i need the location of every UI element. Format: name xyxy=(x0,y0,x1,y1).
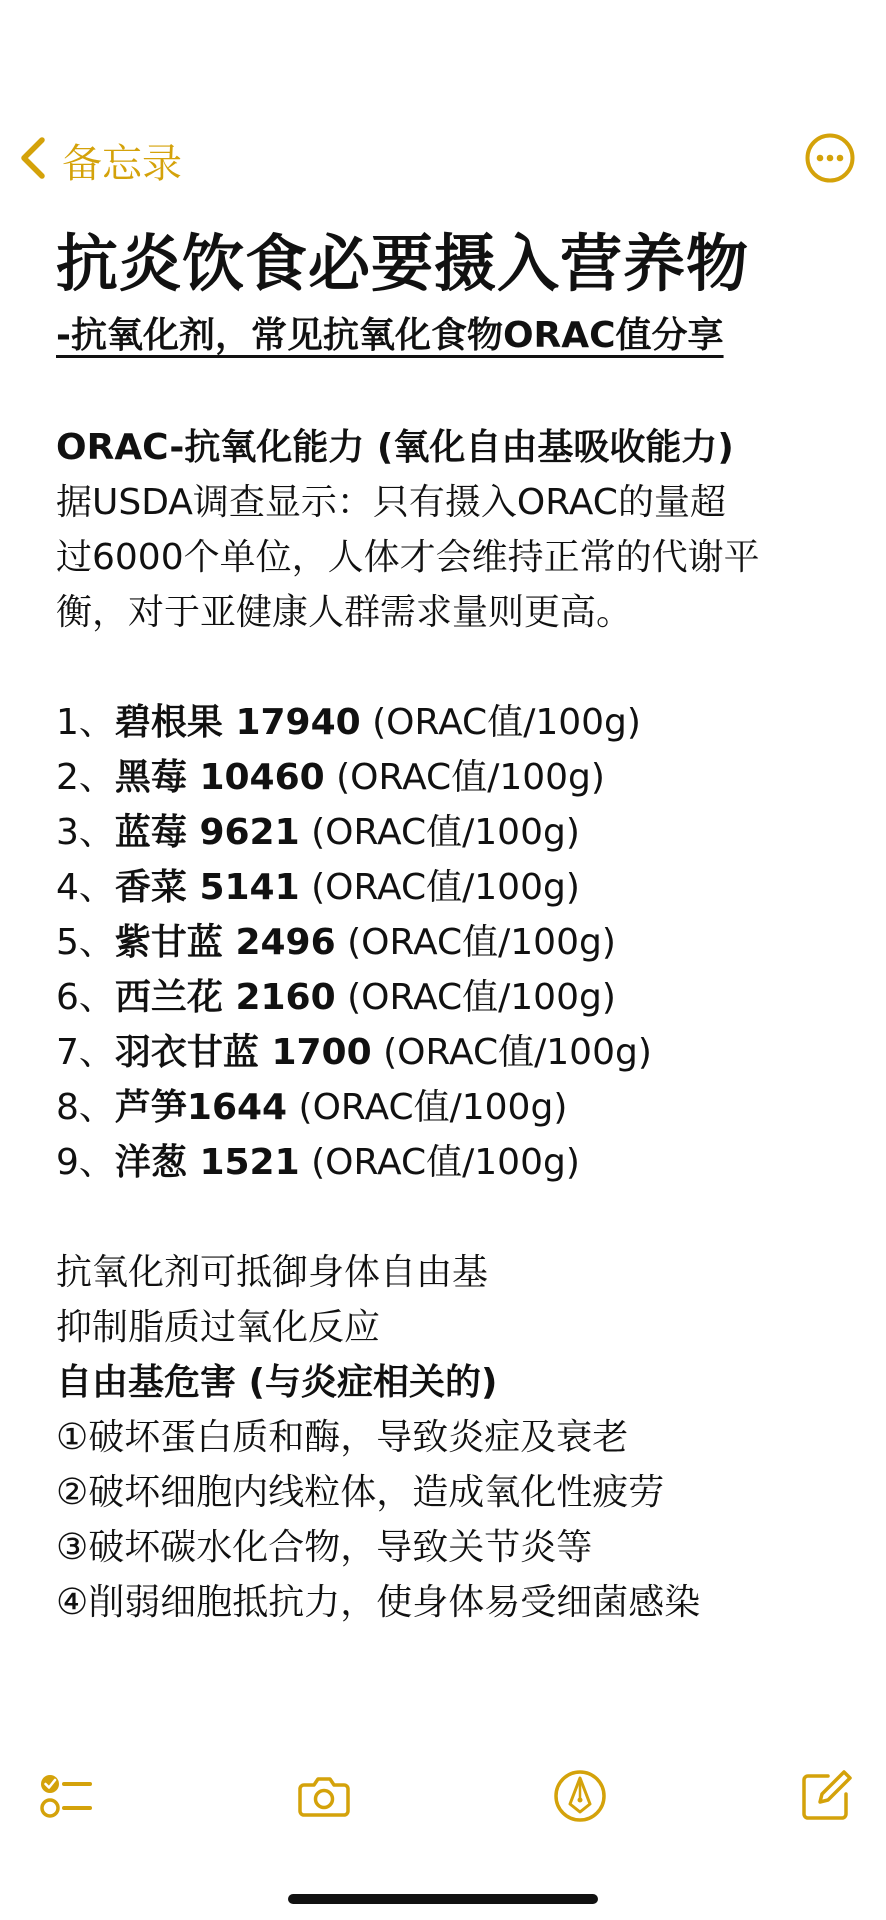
checklist-button[interactable] xyxy=(38,1768,94,1824)
compose-button[interactable] xyxy=(798,1768,854,1824)
more-button[interactable] xyxy=(804,132,856,184)
harm-line: ①破坏蛋白质和酶，导致炎症及衰老 xyxy=(56,1417,629,1458)
home-indicator[interactable] xyxy=(288,1894,598,1904)
intro-line: 过6000个单位，人体才会维持正常的代谢平 xyxy=(56,537,760,578)
intro-line: 衡，对于亚健康人群需求量则更高。 xyxy=(56,592,633,633)
intro-section xyxy=(56,420,856,640)
back-button[interactable] xyxy=(18,132,182,188)
list-item: 2、黑莓 10460 (ORAC值/100g) xyxy=(56,757,605,798)
list-item: 8、芦笋1644 (ORAC值/100g) xyxy=(56,1087,568,1128)
list-item: 7、羽衣甘蓝 1700 (ORAC值/100g) xyxy=(56,1032,652,1073)
outro-line: 抗氧化剂可抵御身体自由基 xyxy=(56,1252,489,1293)
markup-button[interactable] xyxy=(552,1768,608,1824)
outro-line: 抑制脂质过氧化反应 xyxy=(56,1307,381,1348)
intro-heading: ORAC-抗氧化能力 (氧化自由基吸收能力) xyxy=(56,427,734,468)
note-body[interactable] xyxy=(56,222,856,1630)
chevron-left-icon xyxy=(18,134,48,186)
camera-button[interactable] xyxy=(296,1768,352,1824)
back-label: 备忘录 xyxy=(62,140,182,187)
compose-icon xyxy=(798,1809,854,1828)
list-item: 3、蓝莓 9621 (ORAC值/100g) xyxy=(56,812,580,853)
camera-icon xyxy=(296,1809,352,1828)
list-item: 6、西兰花 2160 (ORAC值/100g) xyxy=(56,977,616,1018)
harm-section xyxy=(56,1245,856,1630)
harm-line: ③破坏碳水化合物，导致关节炎等 xyxy=(56,1527,593,1568)
bottom-toolbar xyxy=(0,1748,886,1838)
harm-line: ②破坏细胞内线粒体，造成氧化性疲劳 xyxy=(56,1472,665,1513)
intro-line: 据USDA调查显示：只有摄入ORAC的量超 xyxy=(56,482,726,523)
pen-circle-icon xyxy=(552,1809,608,1828)
list-item: 4、香菜 5141 (ORAC值/100g) xyxy=(56,867,580,908)
list-item: 1、碧根果 17940 (ORAC值/100g) xyxy=(56,702,641,743)
harm-heading: 自由基危害 (与炎症相关的) xyxy=(56,1362,498,1403)
list-item: 5、紫甘蓝 2496 (ORAC值/100g) xyxy=(56,922,616,963)
checklist-icon xyxy=(38,1809,94,1828)
note-title: 抗炎饮食必要摄入营养物 xyxy=(56,227,750,300)
orac-list xyxy=(56,695,856,1190)
list-item: 9、洋葱 1521 (ORAC值/100g) xyxy=(56,1142,580,1183)
note-subtitle: -抗氧化剂，常见抗氧化食物ORAC值分享 xyxy=(56,315,724,356)
ellipsis-circle-icon xyxy=(804,169,856,188)
harm-line: ④削弱细胞抵抗力，使身体易受细菌感染 xyxy=(56,1582,701,1623)
navigation-bar xyxy=(0,128,886,192)
